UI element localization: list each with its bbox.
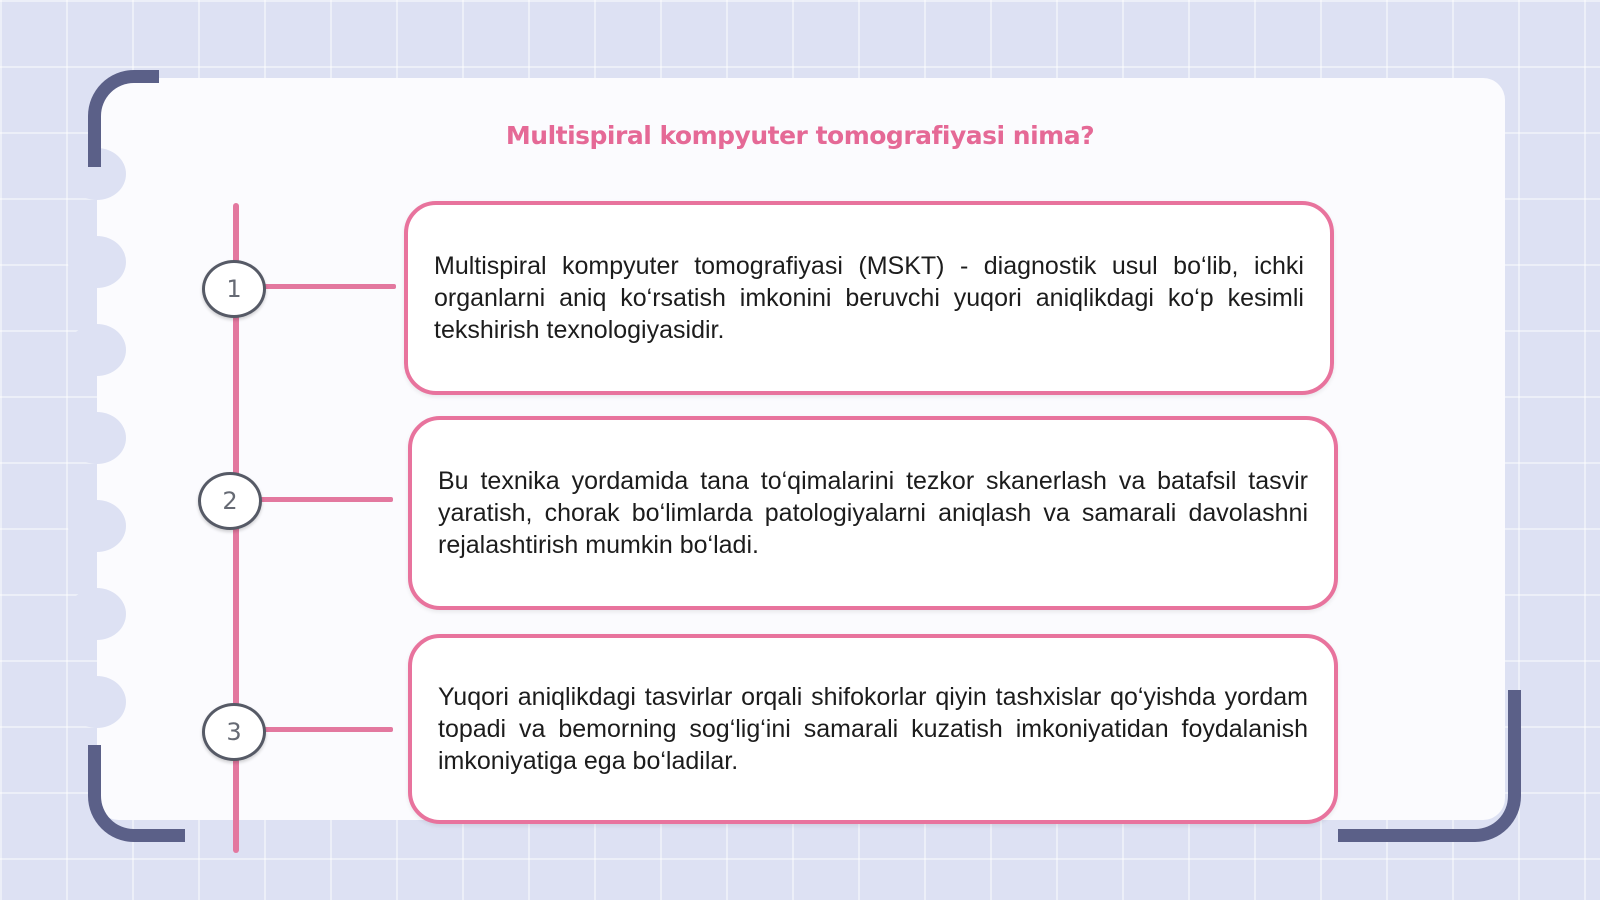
info-box-3 — [408, 634, 1338, 824]
card-notch — [68, 500, 126, 552]
step-number: 2 — [222, 487, 238, 515]
frame-corner-bottom-right — [1338, 690, 1521, 842]
card-notch — [68, 324, 126, 376]
step-circle-1 — [202, 260, 266, 318]
info-text: Yuqori aniqlikdagi tasvirlar orqali shifokorlar qiyin tashxislar qo‘yishda yordam topadi va bemorning sog‘lig‘ini samarali kuzatish imkoniyatidan foydalanish imkoniyatiga ega bo‘ladilar. — [438, 683, 1308, 775]
step-circle-2 — [198, 472, 262, 530]
info-box-1 — [404, 201, 1334, 395]
info-text: Multispiral kompyuter tomografiyasi (MSKT) - diagnostik usul bo‘lib, ichki organlarni aniq ko‘rsatish imkonini beruvchi yuqori aniqlikdagi ko‘p kesimli tekshirish texnologiyasidir. — [434, 252, 1304, 344]
card-notch — [68, 412, 126, 464]
card-notch — [68, 236, 126, 288]
card-notch — [68, 676, 126, 728]
step-number: 3 — [226, 718, 242, 746]
info-text: Bu texnika yordamida tana to‘qimalarini tezkor skanerlash va batafsil tasvir yaratish, chorak bo‘limlarda patologiyalarni aniqlash va samarali davolashni rejalashtirish mumkin bo‘ladi. — [438, 467, 1308, 559]
step-circle-3 — [202, 703, 266, 761]
info-box-2 — [408, 416, 1338, 610]
step-number: 1 — [226, 275, 242, 303]
card-notch — [68, 588, 126, 640]
frame-corner-top-left — [88, 70, 159, 167]
slide-title: Multispiral kompyuter tomografiyasi nima? — [505, 121, 1095, 150]
frame-corner-bottom-left — [88, 745, 185, 842]
